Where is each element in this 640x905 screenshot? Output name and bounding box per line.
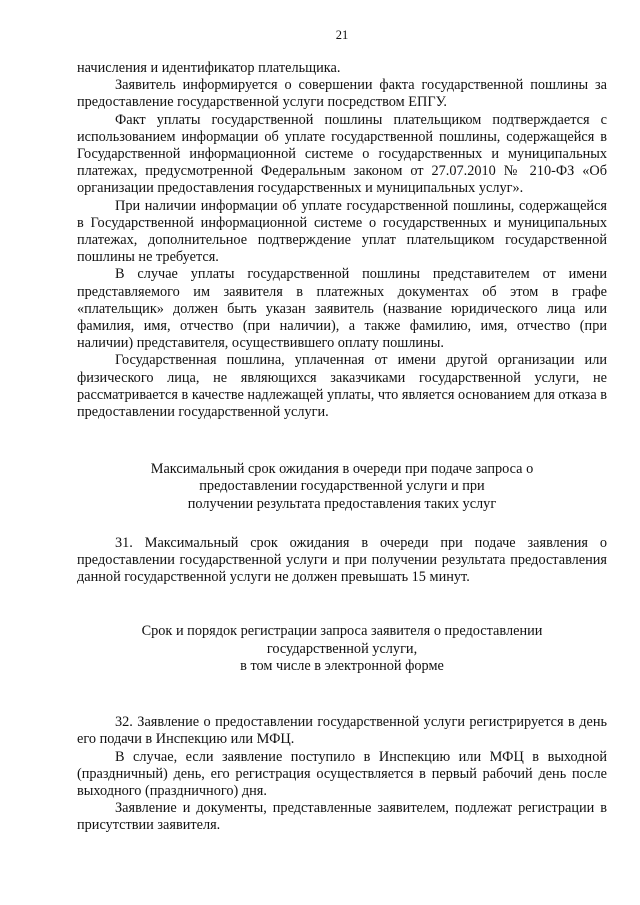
heading-line: получении результата предоставления таких услуг	[187, 495, 497, 512]
paragraph: Факт уплаты государственной пошлины плательщиком подтверждается с использованием информации об уплате государственной пошлины, содержащейся в Государственной информационной системе о государственных и муниципальных платежах, предусмотренной Федеральным законом от 27.07.2010 № 210-ФЗ «Об организации предоставления государственных и муниципальных услуг».	[77, 111, 607, 197]
body-text-bottom	[77, 714, 607, 834]
heading-line: государственной услуги,	[266, 640, 418, 657]
body-text-top	[77, 60, 607, 421]
section-heading-registration	[77, 623, 607, 675]
paragraph: Государственная пошлина, уплаченная от имени другой организации или физического лица, не являющихся заказчиками государственной услуги, не рассматривается в качестве надлежащей уплаты, что является основанием для отказа в предоставлении государственной услуги.	[77, 352, 607, 421]
paragraph: Заявитель информируется о совершении факта государственной пошлины за предоставление государственной услуги посредством ЕПГУ.	[77, 77, 607, 111]
heading-line: предоставлении государственной услуги и при	[199, 478, 485, 495]
paragraph: В случае, если заявление поступило в Инспекцию или МФЦ в выходной (праздничный) день, его регистрация осуществляется в первый рабочий день после выходного (праздничного) дня.	[77, 748, 607, 799]
page-number: 21	[335, 28, 349, 42]
heading-line: Срок и порядок регистрации запроса заявителя о предоставлении	[141, 623, 543, 640]
section-heading-waiting-time	[77, 461, 607, 513]
paragraph: В случае уплаты государственной пошлины представителем от имени представляемого им заявителя в платежных документах об этом в графе «плательщик» должен быть указан заявитель (название юридического лица или фамилия, имя, отчество (при наличии), а также фамилию, имя, отчество (при наличии) представителя, осуществившего оплату пошлины.	[77, 266, 607, 352]
paragraph: При наличии информации об уплате государственной пошлины, содержащейся в Государственной информационной системе о государственных и муниципальных платежах, дополнительное подтверждение уплат плательщиком государственной пошлины не требуется.	[77, 197, 607, 266]
heading-line: Максимальный срок ожидания в очереди при подаче запроса о	[150, 461, 534, 478]
paragraph-32: 32. Заявление о предоставлении государственной услуги регистрируется в день его подачи в Инспекцию или МФЦ.	[77, 714, 607, 748]
paragraph: Заявление и документы, представленные заявителем, подлежат регистрации в присутствии заявителя.	[77, 800, 607, 834]
paragraph-31: 31. Максимальный срок ожидания в очереди при подаче заявления о предоставлении государственной услуги и при получении результата предоставления данной государственной услуги не должен превышать 15 минут.	[77, 534, 607, 586]
paragraph: начисления и идентификатор плательщика.	[77, 60, 341, 76]
heading-line: в том числе в электронной форме	[240, 657, 444, 674]
